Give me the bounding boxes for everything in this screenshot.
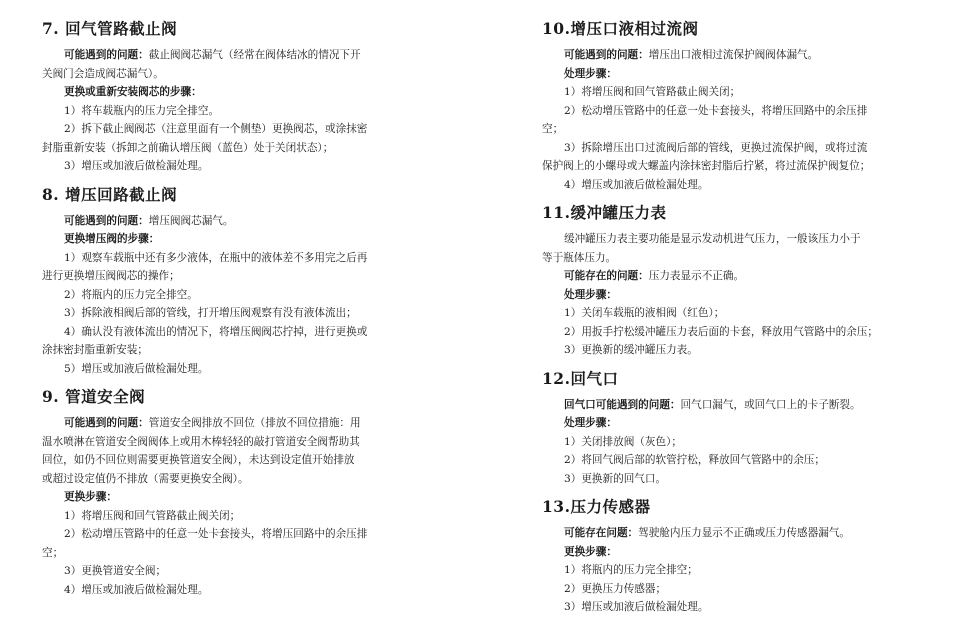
problem-text: 驾驶舱内压力显示不正确或压力传感器漏气。: [638, 527, 851, 539]
step-line: 3）更换新的缓冲罐压力表。: [564, 344, 698, 356]
problem-label: 可能遇到的问题：: [564, 49, 649, 61]
problem-continuation: 温水喷淋在管道安全阀阀体上或用木棒轻轻的敲打管道安全阀帮助其: [42, 435, 360, 448]
section-heading: 8. 增压回路截止阀: [42, 184, 178, 204]
steps-label: 更换或重新安装阀芯的步骤：: [64, 86, 202, 98]
step-line: 4）增压或加液后做检漏处理。: [564, 178, 709, 191]
steps-label: 处理步骤：: [564, 288, 617, 301]
section-11: [542, 200, 912, 360]
step-continuation: 封脂重新安装（拆卸之前确认增压阀（蓝色）处于关闭状态）；: [42, 141, 334, 154]
section-8: [42, 182, 412, 379]
section-heading: 13.压力传感器: [542, 497, 651, 516]
step-line: 1）将增压阀和回气管路截止阀关闭；: [564, 86, 741, 98]
steps-label: 处理步骤：: [564, 417, 617, 429]
step-line: 4）增压或加液后做检漏处理。: [64, 583, 209, 596]
problem-continuation: 关阀门会造成阀芯漏气）。: [42, 67, 164, 80]
problem-text: 管道安全阀排放不回位（排放不回位措施：用: [148, 417, 361, 429]
problem-label: 可能遇到的问题：: [64, 417, 149, 429]
step-line: 2）更换压力传感器；: [564, 582, 667, 595]
problem-label: 可能遇到的问题：: [64, 49, 149, 61]
section-heading: 10.增压口液相过流阀: [542, 19, 699, 38]
step-line: 3）拆除液相阀后部的管线，打开增压阀观察有没有液体流出；: [64, 307, 357, 319]
step-line: 1）将增压阀和回气管路截止阀关闭；: [64, 509, 241, 522]
intro-continuation: 等于瓶体压力。: [542, 251, 617, 264]
problem-label: 可能存在问题：: [564, 527, 639, 539]
section-13: [542, 494, 912, 617]
section-9: [42, 384, 412, 599]
problem-label: 可能遇到的问题：: [64, 214, 149, 227]
problem-line: [542, 267, 912, 286]
problem-text: 增压出口液相过流保护阀阀体漏气。: [648, 49, 819, 61]
section-10: [542, 16, 912, 194]
step-line: 2）用扳手拧松缓冲罐压力表后面的卡套，释放用气管路中的余压；: [564, 325, 878, 338]
step-continuation: 涂抹密封脂重新安装；: [42, 344, 148, 356]
step-continuation: 空；: [542, 123, 564, 135]
problem-line: [542, 46, 912, 65]
left-column: [42, 12, 412, 605]
steps-label: 更换步骤：: [564, 545, 617, 558]
steps-label: 处理步骤：: [564, 67, 617, 80]
step-continuation: 空；: [42, 546, 64, 559]
problem-text: 压力表显示不正确。: [648, 270, 745, 282]
intro-line: 缓冲罐压力表主要功能是显示发动机进气压力，一般该压力小于: [564, 233, 861, 245]
step-line: 3）更换新的回气口。: [564, 472, 667, 485]
section-heading: 11.缓冲罐压力表: [542, 203, 667, 222]
right-column: [542, 12, 912, 623]
step-line: 5）增压或加液后做检漏处理。: [64, 362, 209, 375]
step-line: 2）松动增压管路中的任意一处卡套接头，将增压回路中的余压排: [564, 104, 868, 117]
step-line: 3）更换管道安全阀；: [64, 565, 167, 577]
step-line: 1）关闭车载瓶的液相阀（红色）；: [564, 307, 725, 319]
problem-line: [42, 46, 412, 65]
section-heading: 7. 回气管路截止阀: [42, 19, 178, 38]
step-line: 2）将回气阀后部的软管拧松，释放回气管路中的余压；: [564, 454, 825, 466]
problem-continuation: 或超过设定值仍不排放（需要更换安全阀）。: [42, 472, 249, 485]
problem-line: [542, 396, 912, 415]
problem-line: [42, 414, 412, 433]
step-line: 1）关闭排放阀（灰色）；: [564, 435, 682, 448]
step-line: 3）增压或加液后做检漏处理。: [64, 160, 209, 172]
problem-label: 回气口可能遇到的问题：: [564, 398, 681, 411]
problem-line: [542, 524, 912, 543]
step-line: 2）松动增压管路中的任意一处卡套接头，将增压回路中的余压排: [64, 528, 368, 540]
step-line: 1）将车载瓶内的压力完全排空。: [64, 104, 220, 117]
step-line: 3）增压或加液后做检漏处理。: [564, 601, 709, 613]
problem-text: 回气口漏气，或回气口上的卡子断裂。: [680, 398, 861, 411]
step-line: 1）观察车载瓶中还有多少液体，在瓶中的液体差不多用完之后再: [64, 251, 368, 264]
step-line: 1）将瓶内的压力完全排空；: [564, 564, 698, 576]
problem-label: 可能存在的问题：: [564, 270, 649, 282]
step-continuation: 保护阀上的小螺母或大螺盖内涂抹密封脂后拧紧，将过流保护阀复位；: [542, 160, 871, 172]
section-heading: 12.回气口: [542, 368, 619, 388]
steps-label: 更换步骤：: [64, 491, 117, 503]
problem-line: [42, 212, 412, 231]
problem-text: 增压阀阀芯漏气。: [148, 214, 234, 227]
step-line: 4）确认没有液体流出的情况下，将增压阀阀芯拧掉，进行更换或: [64, 325, 368, 338]
step-line: 2）拆下截止阀阀芯（注意里面有一个侧垫）更换阀芯，或涂抹密: [64, 123, 368, 135]
problem-continuation: 回位，如仍不回位则需要更换管道安全阀），未达到设定值开始排放: [42, 454, 355, 466]
section-12: [542, 366, 912, 489]
step-line: 2）将瓶内的压力完全排空。: [64, 288, 198, 301]
section-heading: 9. 管道安全阀: [42, 387, 146, 406]
step-continuation: 进行更换增压阀阀芯的操作；: [42, 270, 180, 282]
steps-label: 更换增压阀的步骤：: [64, 233, 160, 245]
problem-text: 截止阀阀芯漏气（经常在阀体结冰的情况下开: [148, 49, 361, 61]
section-7: [42, 16, 412, 176]
step-line: 3）拆除增压出口过流阀后部的管线，更换过流保护阀，或将过流: [564, 141, 868, 154]
